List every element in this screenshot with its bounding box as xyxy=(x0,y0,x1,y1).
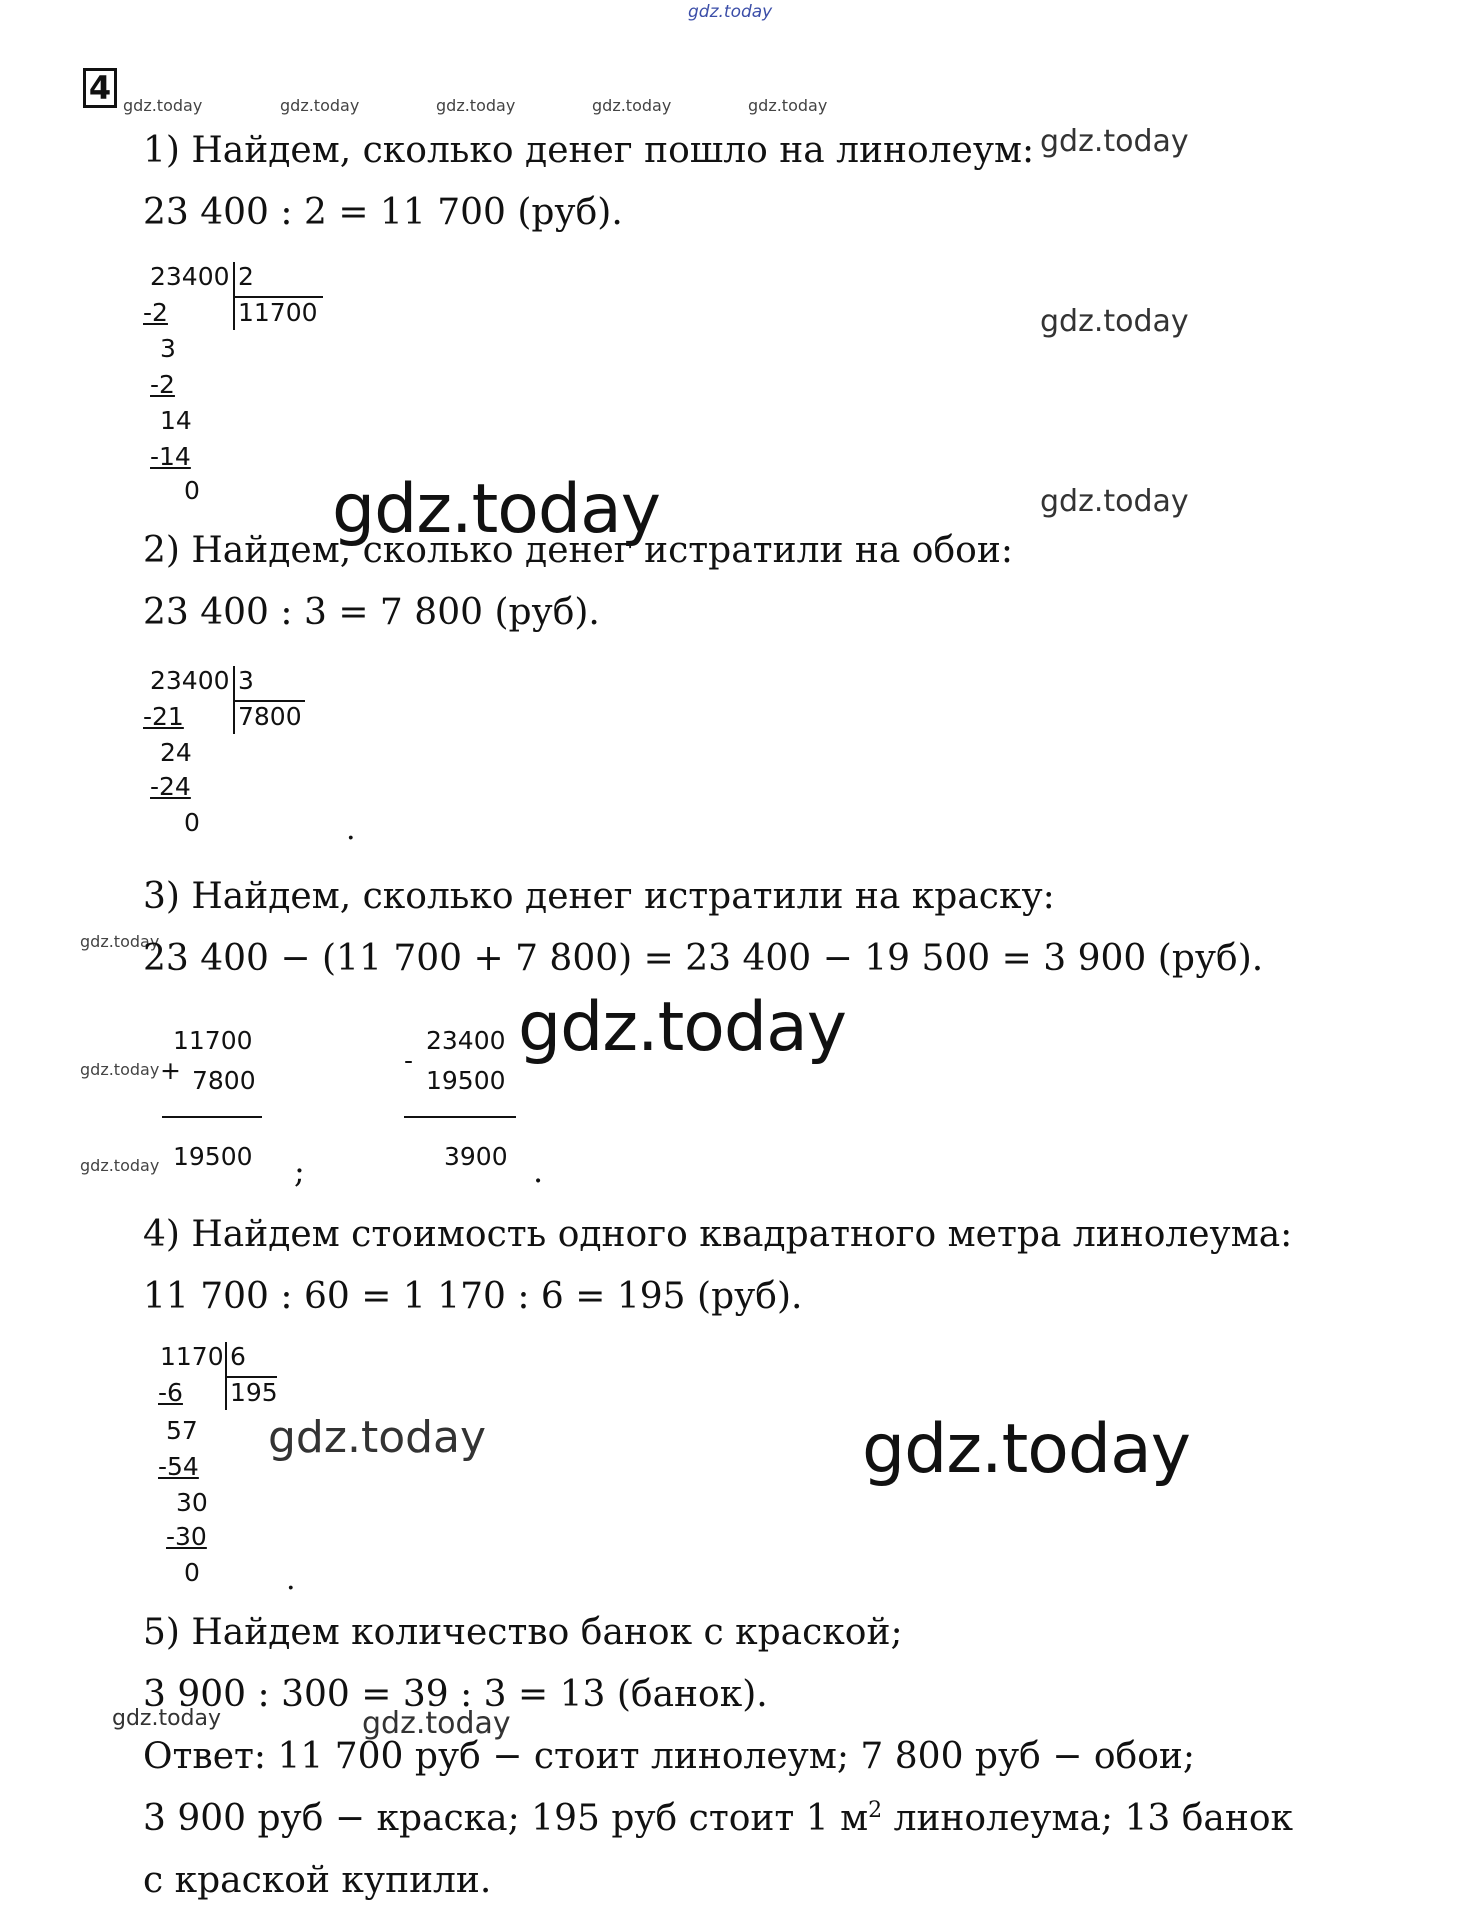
div2-row-2: 24 xyxy=(160,738,192,767)
watermark-row-4: gdz.today xyxy=(592,96,672,115)
div1-row-3: -2 xyxy=(150,370,175,399)
div3-row-4: 30 xyxy=(176,1488,208,1517)
div3-dividend: 1170 xyxy=(160,1342,224,1371)
div1-quotient: 11700 xyxy=(238,298,318,327)
step-2-expression: 23 400 : 3 = 7 800 (руб). xyxy=(143,592,600,633)
answer-superscript: 2 xyxy=(868,1798,883,1823)
add-result: 19500 xyxy=(173,1142,253,1171)
answer-line-2 xyxy=(143,1798,1293,1839)
sub-operand-a: 23400 xyxy=(426,1026,506,1055)
step-3-title: 3) Найдем, сколько денег истратили на краску: xyxy=(143,876,1055,917)
add-separator: ; xyxy=(294,1152,305,1190)
div1-row-5: -14 xyxy=(150,442,191,471)
div3-period: . xyxy=(286,1562,296,1597)
step-1-title: 1) Найдем, сколько денег пошло на линолеум: xyxy=(143,130,1035,171)
sub-separator: . xyxy=(533,1152,544,1190)
div1-row-6: 0 xyxy=(184,476,200,505)
div3-row-5: -30 xyxy=(166,1522,207,1551)
div2-divisor: 3 xyxy=(238,666,254,695)
sub-sign: - xyxy=(404,1046,414,1075)
add-operand-a: 11700 xyxy=(173,1026,253,1055)
watermark-right-2: gdz.today xyxy=(1040,304,1189,339)
add-operand-b: 7800 xyxy=(192,1066,256,1095)
answer-line-2-part-b: линолеума; 13 банок xyxy=(882,1798,1294,1839)
div3-row-6: 0 xyxy=(184,1558,200,1587)
sub-result-line xyxy=(404,1116,516,1118)
div3-row-2: 57 xyxy=(166,1416,198,1445)
div1-divisor: 2 xyxy=(238,262,254,291)
add-sign: + xyxy=(160,1056,181,1085)
div2-row-3: -24 xyxy=(150,772,191,801)
div2-period: . xyxy=(346,812,356,847)
watermark-right-1: gdz.today xyxy=(1040,124,1189,159)
step-4-expression: 11 700 : 60 = 1 170 : 6 = 195 (руб). xyxy=(143,1276,803,1317)
watermark-big-2: gdz.today xyxy=(518,988,846,1067)
div3-divisor: 6 xyxy=(230,1342,246,1371)
add-result-line xyxy=(162,1116,262,1118)
sub-result: 3900 xyxy=(444,1142,508,1171)
div3-quotient: 195 xyxy=(230,1378,278,1407)
div2-quotient: 7800 xyxy=(238,702,302,731)
watermark-right-3: gdz.today xyxy=(1040,484,1189,519)
watermark-mid-1: gdz.today xyxy=(268,1412,487,1463)
answer-line-3: с краской купили. xyxy=(143,1860,492,1901)
div3-row-3: -54 xyxy=(158,1452,199,1481)
div1-row-2: 3 xyxy=(160,334,176,363)
step-5-title: 5) Найдем количество банок с краской; xyxy=(143,1612,903,1653)
div2-dividend: 23400 xyxy=(150,666,230,695)
div2-row-1: -21 xyxy=(143,702,184,731)
watermark-top: gdz.today xyxy=(688,2,773,22)
answer-line-2-part-a: 3 900 руб − краска; 195 руб стоит 1 м xyxy=(143,1798,869,1839)
answer-line-1: Ответ: 11 700 руб − стоит линолеум; 7 800 руб − обои; xyxy=(143,1736,1196,1777)
watermark-big-1: gdz.today xyxy=(332,470,660,549)
watermark-row-1: gdz.today xyxy=(123,96,203,115)
task-number-box: 4 xyxy=(83,68,117,108)
watermark-left-1: gdz.today xyxy=(80,932,160,951)
step-5-expression: 3 900 : 300 = 39 : 3 = 13 (банок). xyxy=(143,1674,768,1715)
step-3-expression: 23 400 − (11 700 + 7 800) = 23 400 − 19 500 = 3 900 (руб). xyxy=(143,938,1264,979)
step-2-title: 2) Найдем, сколько денег истратили на обои: xyxy=(143,530,1013,571)
div3-row-1: -6 xyxy=(158,1378,183,1407)
watermark-left-3: gdz.today xyxy=(80,1156,160,1175)
div1-row-4: 14 xyxy=(160,406,192,435)
watermark-row-3: gdz.today xyxy=(436,96,516,115)
watermark-row-2: gdz.today xyxy=(280,96,360,115)
watermark-left-2: gdz.today xyxy=(80,1060,160,1079)
div1-dividend: 23400 xyxy=(150,262,230,291)
step-1-expression: 23 400 : 2 = 11 700 (руб). xyxy=(143,192,623,233)
step-4-title: 4) Найдем стоимость одного квадратного метра линолеума: xyxy=(143,1214,1293,1255)
watermark-row-5: gdz.today xyxy=(748,96,828,115)
watermark-bottom-2: gdz.today xyxy=(362,1706,511,1741)
watermark-big-3: gdz.today xyxy=(862,1410,1190,1489)
div1-row-1: -2 xyxy=(143,298,168,327)
div2-row-4: 0 xyxy=(184,808,200,837)
watermark-bottom-1: gdz.today xyxy=(112,1706,222,1731)
sub-operand-b: 19500 xyxy=(426,1066,506,1095)
